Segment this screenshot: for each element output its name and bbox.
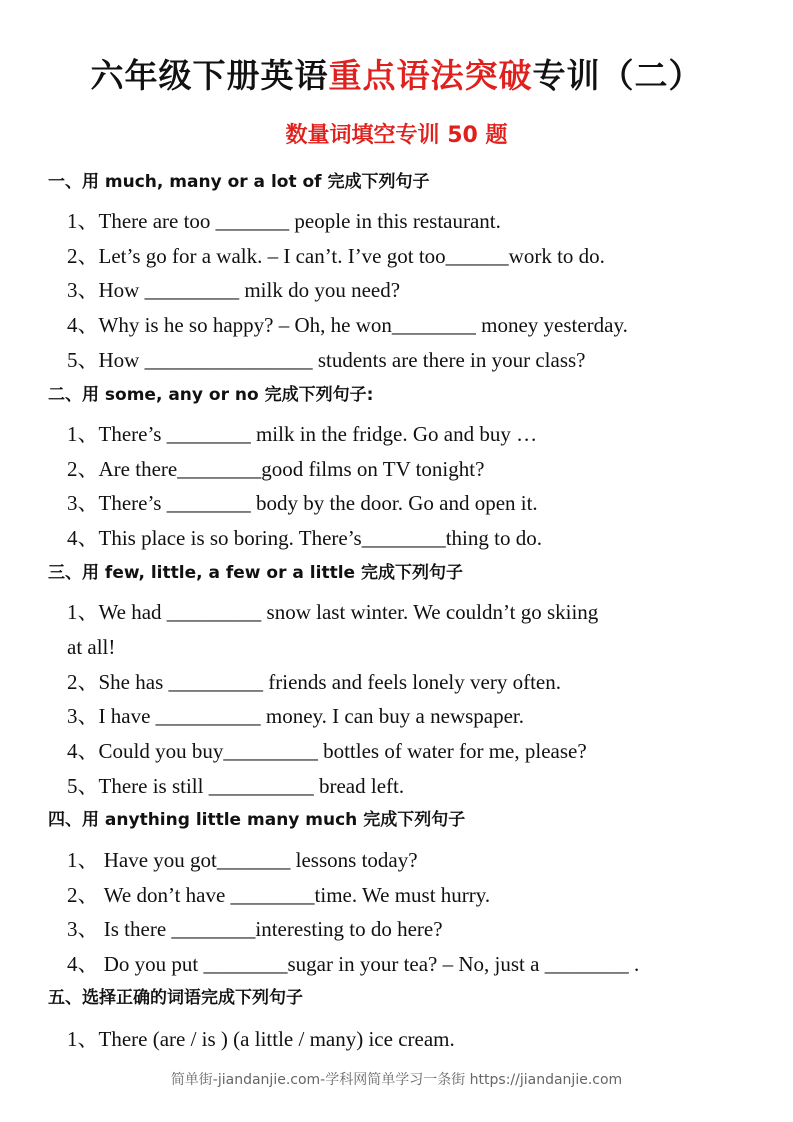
question: 1、There are too _______ people in this restaurant. <box>67 209 501 233</box>
question: 4、Why is he so happy? – Oh, he won________ money yesterday. <box>67 313 628 337</box>
question: 1、There (are / is ) (a little / many) ice cream. <box>67 1027 455 1051</box>
question: 2、 We don’t have ________time. We must hurry. <box>67 883 491 907</box>
title-part-1: 六年级下册英语 <box>90 56 329 95</box>
title-part-3: 专训（二） <box>532 56 703 95</box>
question: 2、Are there________good films on TV tonight? <box>67 457 485 481</box>
question-continuation: at all! <box>67 635 116 659</box>
question: 4、Could you buy_________ bottles of water for me, please? <box>67 739 587 763</box>
page-subtitle: 数量词填空专训 50 题 <box>285 123 508 148</box>
page-footer: 简单街-jiandanjie.com-学科网简单学习一条街 https://jiandanjie.com <box>170 1072 623 1088</box>
question: 1、We had _________ snow last winter. We couldn’t go skiing <box>67 600 599 624</box>
page-title <box>0 54 793 98</box>
question: 1、 Have you got_______ lessons today? <box>67 848 418 872</box>
question: 4、 Do you put ________sugar in your tea? – No, just a ________ . <box>67 952 640 976</box>
section-heading-3: 三、用 few, little, a few or a little 完成下列句子 <box>48 563 463 583</box>
section-heading-5: 五、选择正确的词语完成下列句子 <box>48 988 303 1008</box>
section-heading-1: 一、用 much, many or a lot of 完成下列句子 <box>48 172 430 192</box>
question: 4、This place is so boring. There’s________thing to do. <box>67 526 542 550</box>
question: 3、I have __________ money. I can buy a newspaper. <box>67 704 525 728</box>
question: 5、How ________________ students are there in your class? <box>67 348 586 372</box>
question: 3、How _________ milk do you need? <box>67 278 401 302</box>
question: 3、There’s ________ body by the door. Go and open it. <box>67 491 538 515</box>
question: 3、 Is there ________interesting to do here? <box>67 917 443 941</box>
question: 1、There’s ________ milk in the fridge. Go and buy … <box>67 422 538 446</box>
question: 5、There is still __________ bread left. <box>67 774 405 798</box>
section-heading-2: 二、用 some, any or no 完成下列句子: <box>48 385 374 405</box>
question: 2、She has _________ friends and feels lonely very often. <box>67 670 561 694</box>
title-highlight: 重点语法突破 <box>328 56 533 95</box>
question: 2、Let’s go for a walk. – I can’t. I’ve got too______work to do. <box>67 244 605 268</box>
section-heading-4: 四、用 anything little many much 完成下列句子 <box>48 810 466 830</box>
